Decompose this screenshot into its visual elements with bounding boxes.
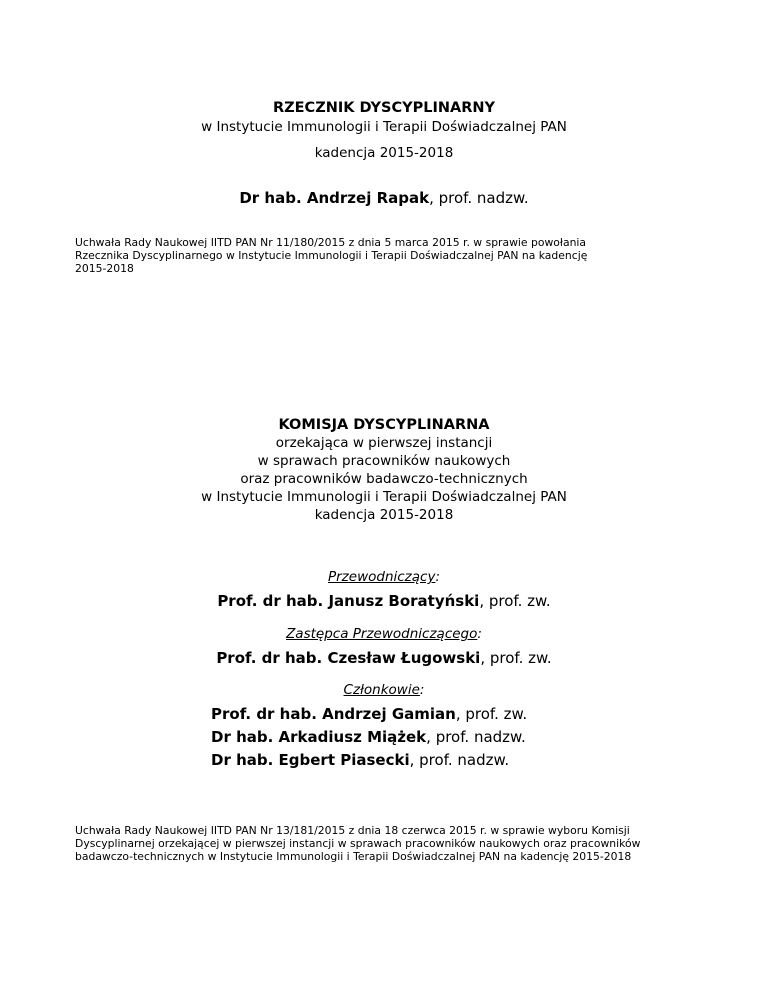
member-item (211, 726, 527, 749)
rzecznik-person (0, 189, 768, 207)
chair-person (0, 592, 768, 610)
members-list (211, 703, 527, 772)
komisja-resolution-line: Dyscyplinarnej orzekającej w pierwszej instancji w sprawach pracowników naukowych oraz pracowników (75, 837, 641, 850)
komisja-subtitle (0, 434, 768, 506)
members-label (0, 682, 768, 698)
vice-name: Prof. dr hab. Czesław Ługowski (216, 649, 481, 667)
vice-label-colon: : (477, 626, 482, 642)
rzecznik-person-title: , prof. nadzw. (429, 189, 529, 207)
member-item (211, 703, 527, 726)
member-name: Dr hab. Arkadiusz Miążek (211, 728, 427, 746)
chair-label-text: Przewodniczący (327, 569, 436, 585)
rzecznik-institute: w Instytucie Immunologii i Terapii Doświadczalnej PAN (201, 119, 567, 135)
member-name: Dr hab. Egbert Piasecki (211, 751, 410, 769)
rzecznik-term: kadencja 2015-2018 (314, 145, 454, 161)
chair-label (0, 569, 768, 585)
komisja-subtitle-line: w sprawach pracowników naukowych (257, 453, 511, 469)
rzecznik-heading: RZECZNIK DYSCYPLINARNY (272, 100, 496, 116)
members-label-text: Członkowie (343, 682, 420, 698)
member-item (211, 749, 527, 772)
rzecznik-resolution-line: 2015-2018 (75, 262, 134, 275)
komisja-resolution (75, 824, 735, 863)
members-label-colon: : (419, 682, 425, 698)
vice-label-text: Zastępca Przewodniczącego (286, 626, 478, 642)
chair-name: Prof. dr hab. Janusz Boratyński (217, 592, 480, 610)
member-title: , prof. nadzw. (426, 728, 526, 746)
vice-title: , prof. zw. (480, 649, 552, 667)
chair-title: , prof. zw. (479, 592, 551, 610)
rzecznik-resolution-line: Rzecznika Dyscyplinarnego w Instytucie Immunologii i Terapii Doświadczalnej PAN na kadencję (75, 249, 588, 262)
rzecznik-resolution (75, 236, 715, 275)
vice-person (0, 649, 768, 667)
komisja-resolution-line: badawczo-technicznych w Instytucie Immunologii i Terapii Doświadczalnej PAN na kadencję 2015-2018 (75, 850, 632, 863)
rzecznik-person-name: Dr hab. Andrzej Rapak (239, 189, 430, 207)
chair-label-colon: : (435, 569, 440, 585)
komisja-resolution-line: Uchwała Rady Naukowej IITD PAN Nr 13/181/2015 z dnia 18 czerwca 2015 r. w sprawie wyboru Komisji (75, 824, 630, 837)
vice-label (0, 626, 768, 642)
komisja-subtitle-line: oraz pracowników badawczo-technicznych (240, 471, 528, 487)
komisja-subtitle-line: w Instytucie Immunologii i Terapii Doświadczalnej PAN (201, 489, 567, 505)
komisja-heading: KOMISJA DYSCYPLINARNA (278, 417, 490, 433)
member-title: , prof. nadzw. (409, 751, 510, 769)
komisja-subtitle-line: orzekająca w pierwszej instancji (275, 435, 493, 451)
member-name: Prof. dr hab. Andrzej Gamian (211, 705, 456, 723)
komisja-term: kadencja 2015-2018 (314, 507, 454, 523)
member-title: , prof. zw. (455, 705, 528, 723)
rzecznik-resolution-line: Uchwała Rady Naukowej IITD PAN Nr 11/180/2015 z dnia 5 marca 2015 r. w sprawie powołania (75, 236, 587, 249)
